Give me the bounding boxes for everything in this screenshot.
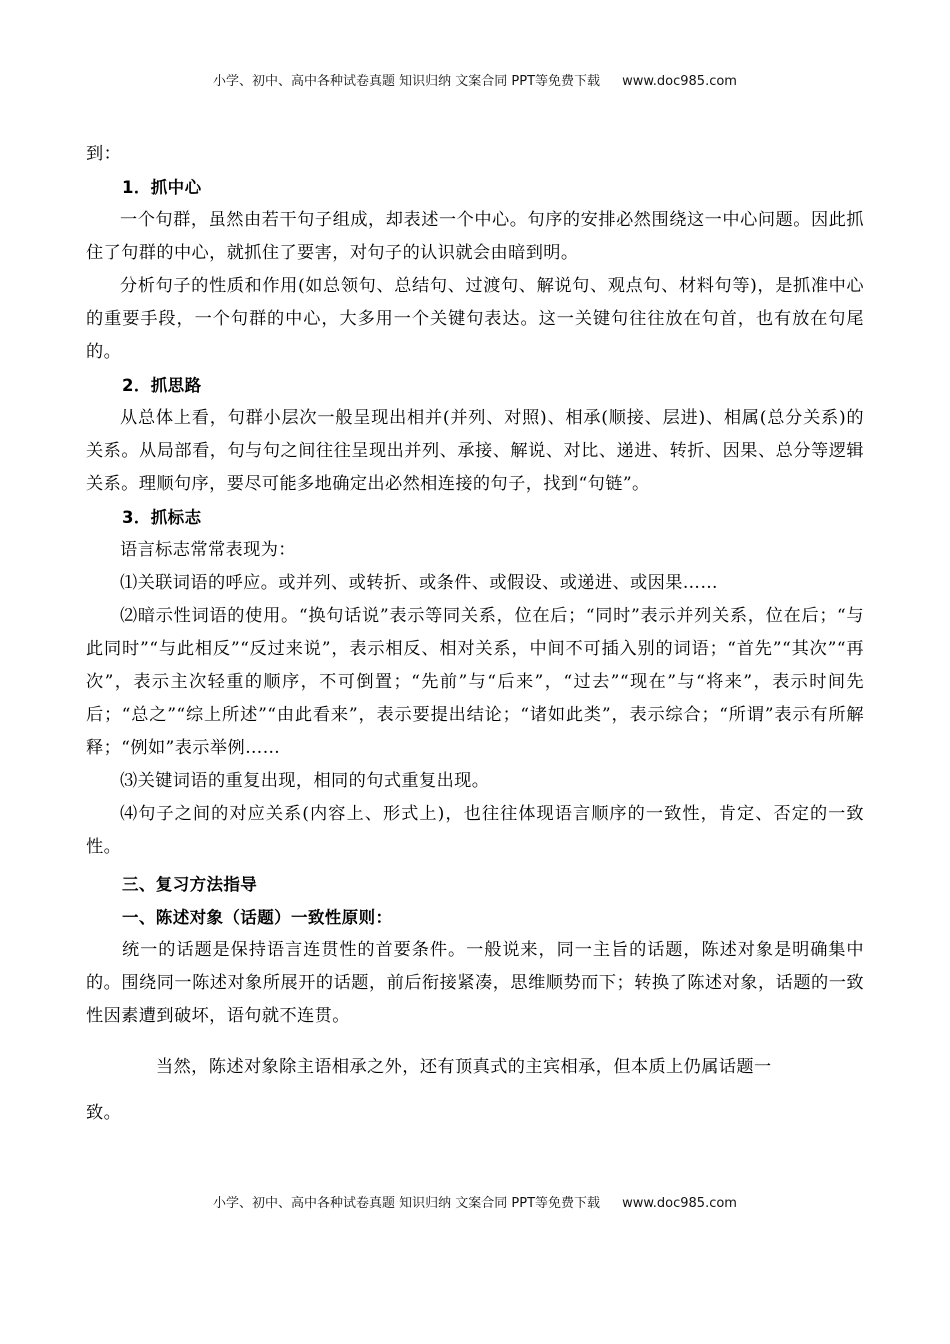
heading-grasp-markers: 3．抓标志 — [122, 508, 202, 527]
heading-grasp-center: 1．抓中心 — [122, 178, 202, 197]
header-url[interactable]: www.doc985.com — [622, 74, 737, 89]
document-body — [86, 138, 864, 1133]
footer-text: 小学、初中、高中各种试卷真题 知识归纳 文案合同 PPT等免费下载 — [213, 1196, 601, 1211]
heading-grasp-thinking: 2．抓思路 — [122, 376, 202, 395]
paragraph: 分析句子的性质和作用(如总领句、总结句、过渡句、解说句、观点句、材料句等)，是抓准中心的重要手段，一个句群的中心，大多用一个关键句表达。这一关键句往往放在句首，也有放在句尾的。 — [86, 276, 864, 362]
page-footer — [0, 1192, 950, 1211]
list-item: ⑶关键词语的重复出现，相同的句式重复出现。 — [120, 771, 490, 791]
paragraph: 从总体上看，句群小层次一般呈现出相并(并列、对照)、相承(顺接、层进)、相属(总分关系)的关系。从局部看，句与句之间往往呈现出并列、承接、解说、对比、递进、转折、因果、总分等逻辑关系。理顺句序，要尽可能多地确定出必然相连接的句子，找到“句链”。 — [86, 408, 864, 494]
heading-subject-consistency: 一、陈述对象（话题）一致性原则： — [122, 908, 393, 927]
list-item: ⑴关联词语的呼应。或并列、或转折、或条件、或假设、或递进、或因果…… — [120, 573, 718, 593]
paragraph-continuation: 到： — [86, 144, 122, 164]
paragraph: 语言标志常常表现为： — [120, 540, 296, 560]
paragraph: 当然，陈述对象除主语相承之外，还有顶真式的主宾相承，但本质上仍属话题一 — [156, 1057, 772, 1077]
header-text: 小学、初中、高中各种试卷真题 知识归纳 文案合同 PPT等免费下载 — [213, 74, 601, 89]
paragraph: 统一的话题是保持语言连贯性的首要条件。一般说来，同一主旨的话题，陈述对象是明确集中的。围绕同一陈述对象所展开的话题，前后衔接紧凑，思维顺势而下；转换了陈述对象，话题的一致性因素遭到破坏，语句就不连贯。 — [86, 940, 864, 1026]
paragraph-end: 致。 — [86, 1103, 122, 1123]
list-item: ⑵暗示性词语的使用。“换句话说”表示等同关系，位在后；“同时”表示并列关系，位在后；“与此同时”“与此相反”“反过来说”，表示相反、相对关系，中间不可插入别的词语；“首先”“其次”“再次”，表示主次轻重的顺序，不可倒置；“先前”与“后来”，“过去”“现在”与“将来”，表示时间先后；“总之”“综上所述”“由此看来”，表示要提出结论；“诸如此类”，表示综合；“所谓”表示有所解释；“例如”表示举例…… — [86, 606, 864, 758]
page-header — [0, 70, 950, 89]
footer-url[interactable]: www.doc985.com — [622, 1196, 737, 1211]
paragraph: 一个句群，虽然由若干句子组成，却表述一个中心。句序的安排必然围绕这一中心问题。因此抓住了句群的中心，就抓住了要害，对句子的认识就会由暗到明。 — [86, 210, 864, 263]
list-item: ⑷句子之间的对应关系(内容上、形式上)，也往往体现语言顺序的一致性，肯定、否定的一致性。 — [86, 804, 864, 857]
heading-review-method: 三、复习方法指导 — [122, 875, 258, 894]
